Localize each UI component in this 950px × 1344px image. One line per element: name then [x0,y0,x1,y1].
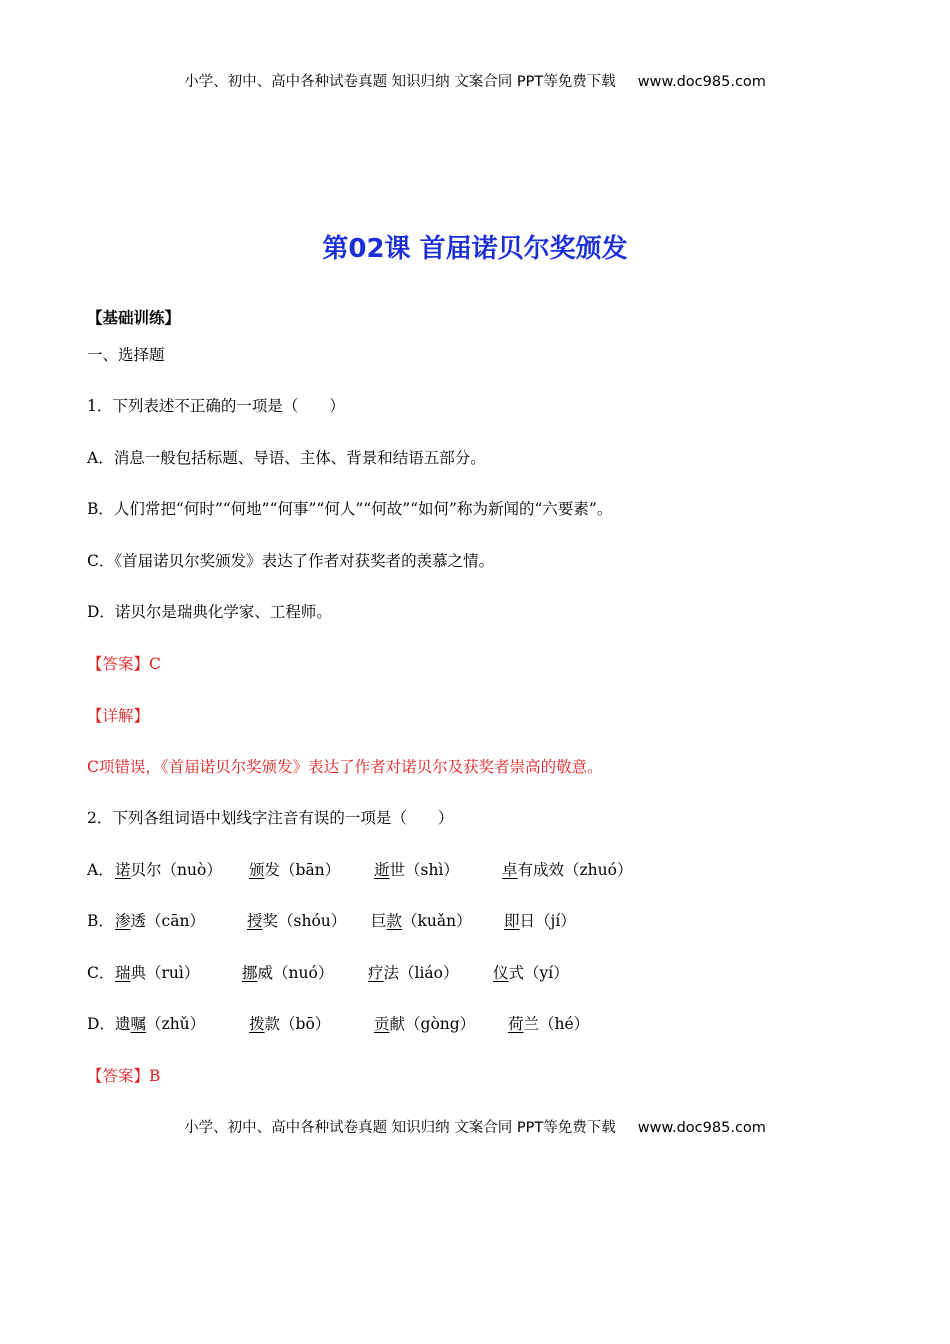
answer-label: 【答案】 [87,655,150,673]
q2-option-c [87,961,569,983]
underlined-char: 荷 [508,1015,524,1033]
word-reading: 式（yí） [508,964,569,982]
word-reading: 奖（shóu） [262,912,347,930]
word-reading: 法（liáo） [383,964,459,982]
word-reading: 发（bān） [264,861,341,879]
underlined-char: 嘱 [130,1015,147,1033]
section-heading: 【基础训练】 [87,309,181,327]
underlined-char: 款 [386,912,403,930]
q2-stem: 2．下列各组词语中划线字注音有误的一项是（ ） [87,809,454,827]
page-footer [0,1116,950,1137]
underlined-char: 拨 [249,1015,265,1033]
word-reading: 威（nuó） [257,964,334,982]
word-reading: 典（ruì） [130,964,200,982]
underlined-char: 贡 [374,1015,390,1033]
answer-value: C [149,655,161,673]
word-reading: （kuǎn） [402,912,472,930]
q2-answer [87,1064,160,1086]
option-label: C． [87,964,115,982]
underlined-char: 疗 [368,964,384,982]
header-text: 小学、初中、高中各种试卷真题 知识归纳 文案合同 PPT等免费下载 [184,74,616,90]
q1-option-b: B．人们常把“何时”“何地”“何事”“何人”“何故”“如何”称为新闻的“六要素”。 [87,500,613,518]
word-reading: 日（jí） [519,912,576,930]
underlined-char: 诺 [115,861,131,879]
word-reading: 贝尔（nuò） [130,861,222,879]
underlined-char: 授 [247,912,263,930]
footer-url[interactable]: www.doc985.com [637,1120,766,1136]
word-reading: 款（bō） [264,1015,331,1033]
q1-stem: 1．下列表述不正确的一项是（ ） [87,397,345,415]
q2-option-d [87,1012,589,1034]
q1-detail: C项错误，《首届诺贝尔奖颁发》表达了作者对诺贝尔及获奖者崇高的敬意。 [87,758,603,776]
underlined-char: 卓 [502,861,518,879]
underlined-char: 渗 [115,912,131,930]
underlined-char: 挪 [242,964,258,982]
q1-detail-label: 【详解】 [87,707,150,725]
option-label: D． [87,1015,115,1033]
word-reading: 世（shì） [389,861,459,879]
q1-answer [87,652,161,674]
word-reading: 有成效（zhuó） [517,861,633,879]
underlined-char: 即 [504,912,520,930]
page-header [0,70,950,91]
word-reading: （zhǔ） [146,1015,206,1033]
q2-option-b [87,909,576,931]
underlined-char: 仪 [493,964,509,982]
part-heading: 一、选择题 [87,346,165,364]
header-url[interactable]: www.doc985.com [637,74,766,90]
word-prefix: 遗 [115,1015,131,1033]
q1-option-a: A．消息一般包括标题、导语、主体、背景和结语五部分。 [87,449,486,467]
answer-value: B [149,1067,161,1085]
page-title: 第02课 首届诺贝尔奖颁发 [322,234,628,264]
word-reading: 兰（hé） [523,1015,590,1033]
word-reading: 献（gòng） [389,1015,476,1033]
underlined-char: 逝 [374,861,390,879]
q2-option-a [87,858,632,880]
word-reading: 透（cān） [130,912,205,930]
underlined-char: 颁 [249,861,265,879]
underlined-char: 瑞 [115,964,131,982]
answer-label: 【答案】 [87,1067,150,1085]
option-label: A． [87,861,114,879]
word-prefix: 巨 [371,912,387,930]
q1-option-d: D．诺贝尔是瑞典化学家、工程师。 [87,603,332,621]
footer-text: 小学、初中、高中各种试卷真题 知识归纳 文案合同 PPT等免费下载 [184,1120,616,1136]
option-label: B． [87,912,114,930]
q1-option-c: C．《首届诺贝尔奖颁发》表达了作者对获奖者的羡慕之情。 [87,552,495,570]
